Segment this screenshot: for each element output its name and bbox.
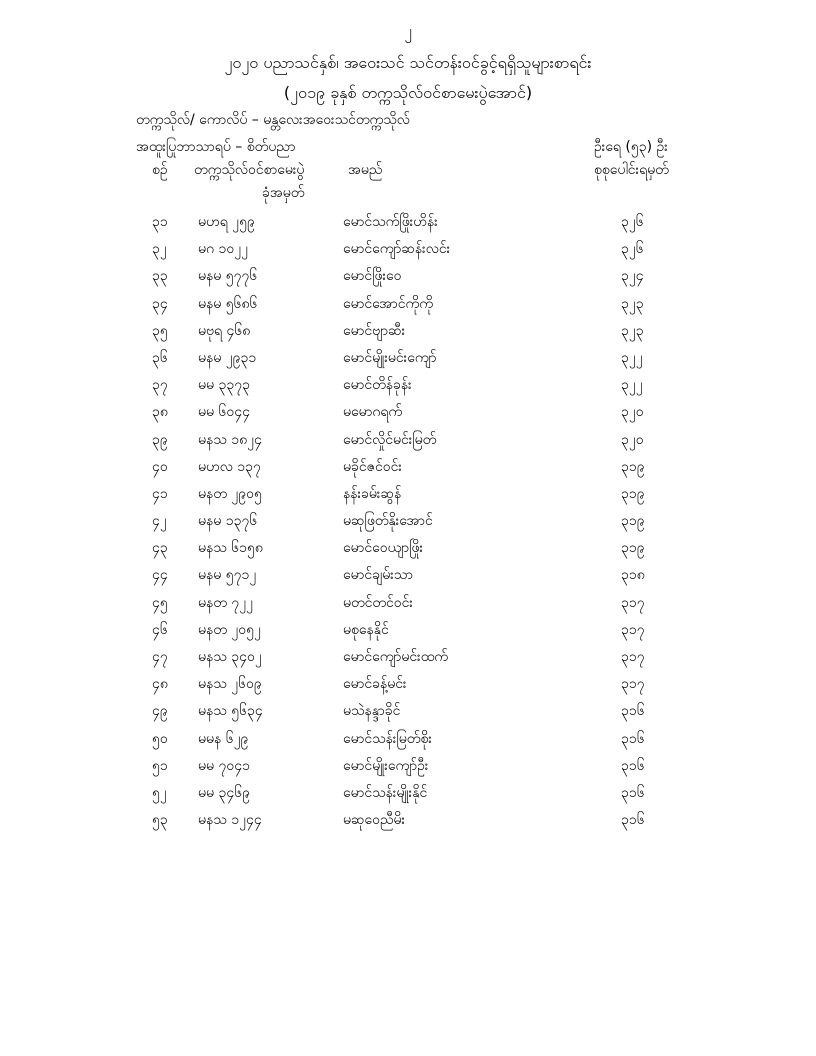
- total-marks: ၃၂၆: [621, 214, 644, 230]
- roll-number: မဂ ၁၀၂၂: [198, 241, 248, 258]
- major-line: အထူးပြုဘာသာရပ် – စိတ်ပညာ: [136, 139, 296, 155]
- total-marks: ၃၂၂: [621, 349, 643, 366]
- total-marks: ၃၁၆: [621, 730, 645, 747]
- serial-number: ၄၀: [152, 458, 168, 475]
- table-row: [0, 402, 816, 429]
- table-row: [0, 457, 816, 484]
- header-total-marks: စုစုပေါင်းရမှတ်: [594, 162, 669, 178]
- total-marks: ၃၂၄: [621, 268, 644, 285]
- student-name: မောင်ခန့်မင်း: [343, 676, 407, 693]
- roll-number: မနသ ၁၂၄၄: [198, 812, 262, 829]
- header-roll-number: တက္ကသိုလ်ဝင်စာမေးပွဲ: [194, 162, 305, 178]
- roll-number: မနသ ၁၈၂၄: [198, 431, 262, 448]
- roll-number: မမ ၇၀၄၁: [198, 757, 250, 774]
- roll-number: မဟရ ၂၅၉: [198, 214, 255, 230]
- student-name: မောင်သန်းမြတ်စိုး: [343, 730, 432, 747]
- student-name: မောင်ကျော်ဆန်းလင်း: [343, 241, 451, 258]
- roll-number: မမ ၆၀၄၄: [198, 404, 250, 421]
- total-marks: ၃၁၈: [621, 567, 645, 584]
- roll-number: မနတ ၇၂၂: [198, 594, 253, 611]
- total-marks: ၃၁၆: [621, 784, 645, 801]
- total-marks: ၃၁၆: [621, 757, 645, 774]
- table-row: [0, 593, 816, 620]
- table-row: [0, 348, 816, 375]
- serial-number: ၄၁: [152, 485, 168, 502]
- results-table: [0, 212, 816, 837]
- student-name: မသဲနန္ဒာခိုင်: [343, 703, 401, 720]
- total-marks: ၃၁၆: [621, 812, 645, 829]
- serial-number: ၄၄: [152, 567, 168, 584]
- serial-number: ၃၄: [152, 295, 168, 312]
- table-row: [0, 565, 816, 592]
- serial-number: ၃၃: [152, 268, 168, 285]
- serial-number: ၄၉: [152, 703, 168, 720]
- table-row: [0, 375, 816, 402]
- serial-number: ၄၃: [152, 540, 168, 557]
- table-row: [0, 674, 816, 701]
- roll-number: မနမ ၅၆၈၆: [198, 295, 258, 312]
- serial-number: ၃၂: [152, 241, 167, 258]
- serial-number: ၄၇: [152, 649, 168, 665]
- table-row: [0, 294, 816, 321]
- student-name: နန်းခမ်းဆွန်: [343, 485, 402, 502]
- table-row: [0, 783, 816, 810]
- student-name: မောင်သက်ဖြိုးဟိန်း: [343, 214, 438, 230]
- table-row: [0, 484, 816, 511]
- roll-number: မနတ ၂၀၅၂: [198, 621, 261, 638]
- table-row: [0, 266, 816, 293]
- table-row: [0, 729, 816, 756]
- total-marks: ၃၂၂: [621, 377, 643, 394]
- table-row: [0, 538, 816, 565]
- student-name: မောင်မျိုးမင်းကျော်: [343, 349, 437, 366]
- total-marks: ၃၁၇: [621, 594, 645, 611]
- roll-number: မနသ ၆၁၅၈: [198, 540, 263, 557]
- serial-number: ၄၈: [152, 676, 168, 693]
- table-row: [0, 511, 816, 538]
- serial-number: ၃၇: [152, 377, 168, 394]
- roll-number: မနမ ၅၇၇၆: [198, 268, 258, 285]
- student-name: မတင်တင်ဝင်း: [343, 594, 413, 611]
- student-name: မခိုင်ဇင်ဝင်း: [343, 458, 402, 475]
- total-marks: ၃၂၆: [621, 241, 644, 258]
- total-marks: ၃၁၉: [621, 458, 645, 475]
- total-marks: ၃၁၇: [621, 676, 645, 693]
- serial-number: ၃၈: [152, 404, 168, 421]
- total-marks: ၃၁၇: [621, 621, 645, 638]
- table-row: [0, 620, 816, 647]
- roll-number: မနသ ၅၆၃၄: [198, 703, 263, 720]
- student-name: မောင်တိန်ခုန်း: [343, 377, 412, 394]
- roll-number: မနမ ၅၇၁၂: [198, 567, 257, 584]
- total-marks: ၃၁၆: [621, 703, 645, 720]
- total-marks: ၃၁၇: [621, 649, 645, 665]
- table-row: [0, 239, 816, 266]
- student-name: မောင်ဖြိုးဝေ: [343, 268, 402, 285]
- roll-number: မနတ ၂၉၀၅: [198, 485, 262, 502]
- roll-number: မနသ ၂၆၀၉: [198, 676, 262, 693]
- serial-number: ၃၆: [152, 349, 168, 366]
- serial-number: ၃၉: [152, 431, 168, 448]
- roll-number: မဗုရ ၄၆၈: [198, 322, 251, 339]
- table-row: [0, 321, 816, 348]
- roll-number: မမ ၃၃၇၃: [198, 377, 250, 394]
- serial-number: ၄၅: [152, 594, 168, 611]
- total-marks: ၃၂၀: [621, 431, 644, 448]
- document-subtitle: (၂၀၁၉ ခုနှစ် တက္ကသိုလ်ဝင်စာမေးပွဲအောင်): [283, 83, 533, 102]
- page-number: ၂: [404, 22, 412, 40]
- serial-number: ၅၃: [152, 812, 168, 829]
- table-row: [0, 212, 816, 239]
- table-row: [0, 756, 816, 783]
- table-row: [0, 810, 816, 837]
- serial-number: ၅၂: [152, 784, 167, 801]
- roll-number: မဟလ ၁၃၇: [198, 458, 261, 475]
- total-marks: ၃၁၉: [621, 513, 645, 530]
- total-marks: ၃၁၉: [621, 485, 645, 502]
- student-name: မောင်ချမ်းသာ: [343, 567, 414, 584]
- header-roll-number-line2: ခုံအမှတ်: [262, 185, 305, 201]
- serial-number: ၃၅: [152, 322, 168, 339]
- header-serial: စဉ်: [152, 162, 168, 178]
- student-name: မစုနေနိုင်: [343, 621, 389, 638]
- student-name: မောင်အောင်ကိုကို: [343, 295, 433, 312]
- total-marks: ၃၂၃: [621, 295, 644, 312]
- student-name: မောင်ဗျာဆီး: [343, 322, 406, 339]
- serial-number: ၄၆: [152, 621, 168, 638]
- document-title: ၂၀၂၀ ပညာသင်နှစ်၊ အဝေးသင် သင်တန်းဝင်ခွင့်ရရှိသူများစာရင်း: [224, 53, 592, 72]
- table-row: [0, 701, 816, 728]
- student-name: မမောဂရက်: [343, 404, 403, 421]
- roll-number: မနသ ၃၄၀၂: [198, 649, 262, 665]
- student-name: မောင်လှိုင်မင်းမြတ်: [343, 431, 437, 448]
- roll-number: မမ ၃၄၆၉: [198, 784, 250, 801]
- serial-number: ၄၂: [152, 513, 167, 530]
- table-row: [0, 647, 816, 674]
- serial-number: ၅၁: [152, 757, 168, 774]
- roll-number: မနမ ၂၉၃၁: [198, 349, 257, 366]
- total-marks: ၃၂၃: [621, 322, 644, 339]
- student-name: မောင်ဝေယျာဖြိုး: [343, 540, 424, 557]
- table-row: [0, 430, 816, 457]
- student-name: မဆုဖြတ်နိုးအောင်: [343, 513, 433, 530]
- student-name: မောင်ကျော်မင်းထက်: [343, 649, 448, 665]
- student-name: မောင်မျိုးကျော်ဦး: [343, 757, 429, 774]
- student-name: မဆုဝေညီမိး: [343, 812, 406, 829]
- roll-number: မမန ၆၂၉: [198, 730, 249, 747]
- total-marks: ၃၁၉: [621, 540, 645, 557]
- total-marks: ၃၂၀: [621, 404, 644, 421]
- header-name: အမည်: [348, 162, 383, 178]
- university-line: တက္ကသိုလ်/ ကောလိပ် – မန္တလေးအဝေးသင်တက္ကသိုလ်: [136, 112, 410, 128]
- serial-number: ၅၀: [152, 730, 168, 747]
- quota-line: ဦးရေ (၅၃) ဦး: [594, 139, 668, 155]
- roll-number: မနမ ၁၃၇၆: [198, 513, 258, 530]
- serial-number: ၃၁: [152, 214, 168, 230]
- student-name: မောင်သန်းမျိုးနိုင်: [343, 784, 428, 801]
